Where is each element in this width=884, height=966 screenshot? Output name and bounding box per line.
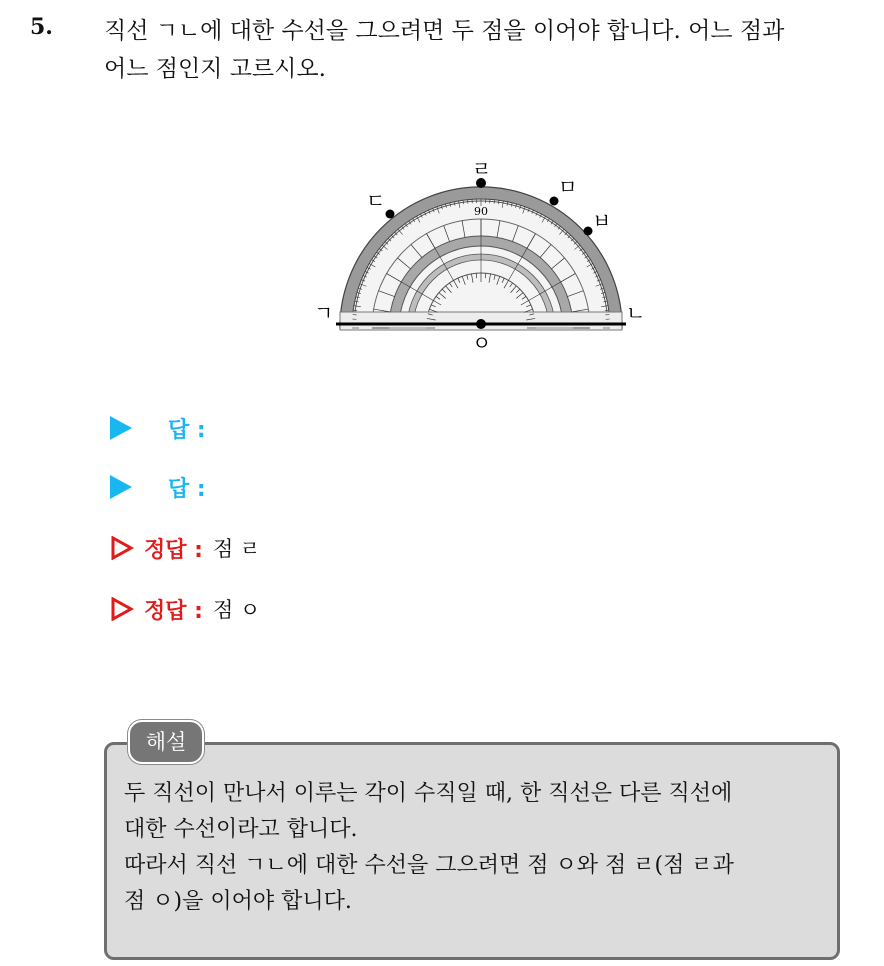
- question-line-2: 어느 점인지 고르시오.: [104, 56, 326, 82]
- explanation-line: 점 ㅇ)을 이어야 합니다.: [124, 889, 352, 914]
- answer-label: 답 :: [168, 476, 206, 502]
- label-d: ㄹ: [472, 157, 492, 181]
- question-text: [104, 12, 874, 88]
- label-b: ㄴ: [626, 301, 646, 325]
- point-o-dot: [476, 319, 486, 329]
- explanation-tag: 해설: [128, 720, 204, 764]
- label-c: ㄷ: [366, 189, 386, 213]
- point-c-dot: [386, 210, 395, 219]
- correct-label: 정답 :: [144, 598, 203, 624]
- correct-value: 점 ㄹ: [212, 537, 261, 561]
- play-outline-icon: [110, 597, 134, 621]
- answer-label: 답 :: [168, 417, 206, 443]
- label-f: ㅂ: [592, 209, 612, 233]
- question-line-1: 직선 ㄱㄴ에 대한 수선을 그으려면 두 점을 이어야 합니다. 어느 점과: [104, 18, 785, 44]
- correct-label: 정답 :: [144, 537, 203, 563]
- correct-row-1: [110, 530, 260, 566]
- answer-row-2: [110, 469, 216, 505]
- play-icon: [110, 416, 132, 440]
- correct-row-2: [110, 591, 260, 627]
- explanation-text: [124, 776, 834, 920]
- explanation-line: 대한 수선이라고 합니다.: [124, 817, 358, 842]
- explanation-line: 두 직선이 만나서 이루는 각이 수직일 때, 한 직선은 다른 직선에: [124, 781, 733, 806]
- label-a: ㄱ: [314, 301, 334, 325]
- explanation-line: 따라서 직선 ㄱㄴ에 대한 수선을 그으려면 점 ㅇ와 점 ㄹ(점 ㄹ과: [124, 853, 734, 878]
- correct-value: 점 ㅇ: [212, 598, 261, 622]
- play-outline-icon: [110, 536, 134, 560]
- label-o: ㅇ: [472, 331, 492, 355]
- protractor-figure: [300, 150, 660, 360]
- scale-label-90: 90: [474, 205, 488, 218]
- answer-row-1: [110, 410, 216, 446]
- question-number: 5.: [30, 14, 53, 40]
- label-e: ㅁ: [558, 175, 578, 199]
- play-icon: [110, 475, 132, 499]
